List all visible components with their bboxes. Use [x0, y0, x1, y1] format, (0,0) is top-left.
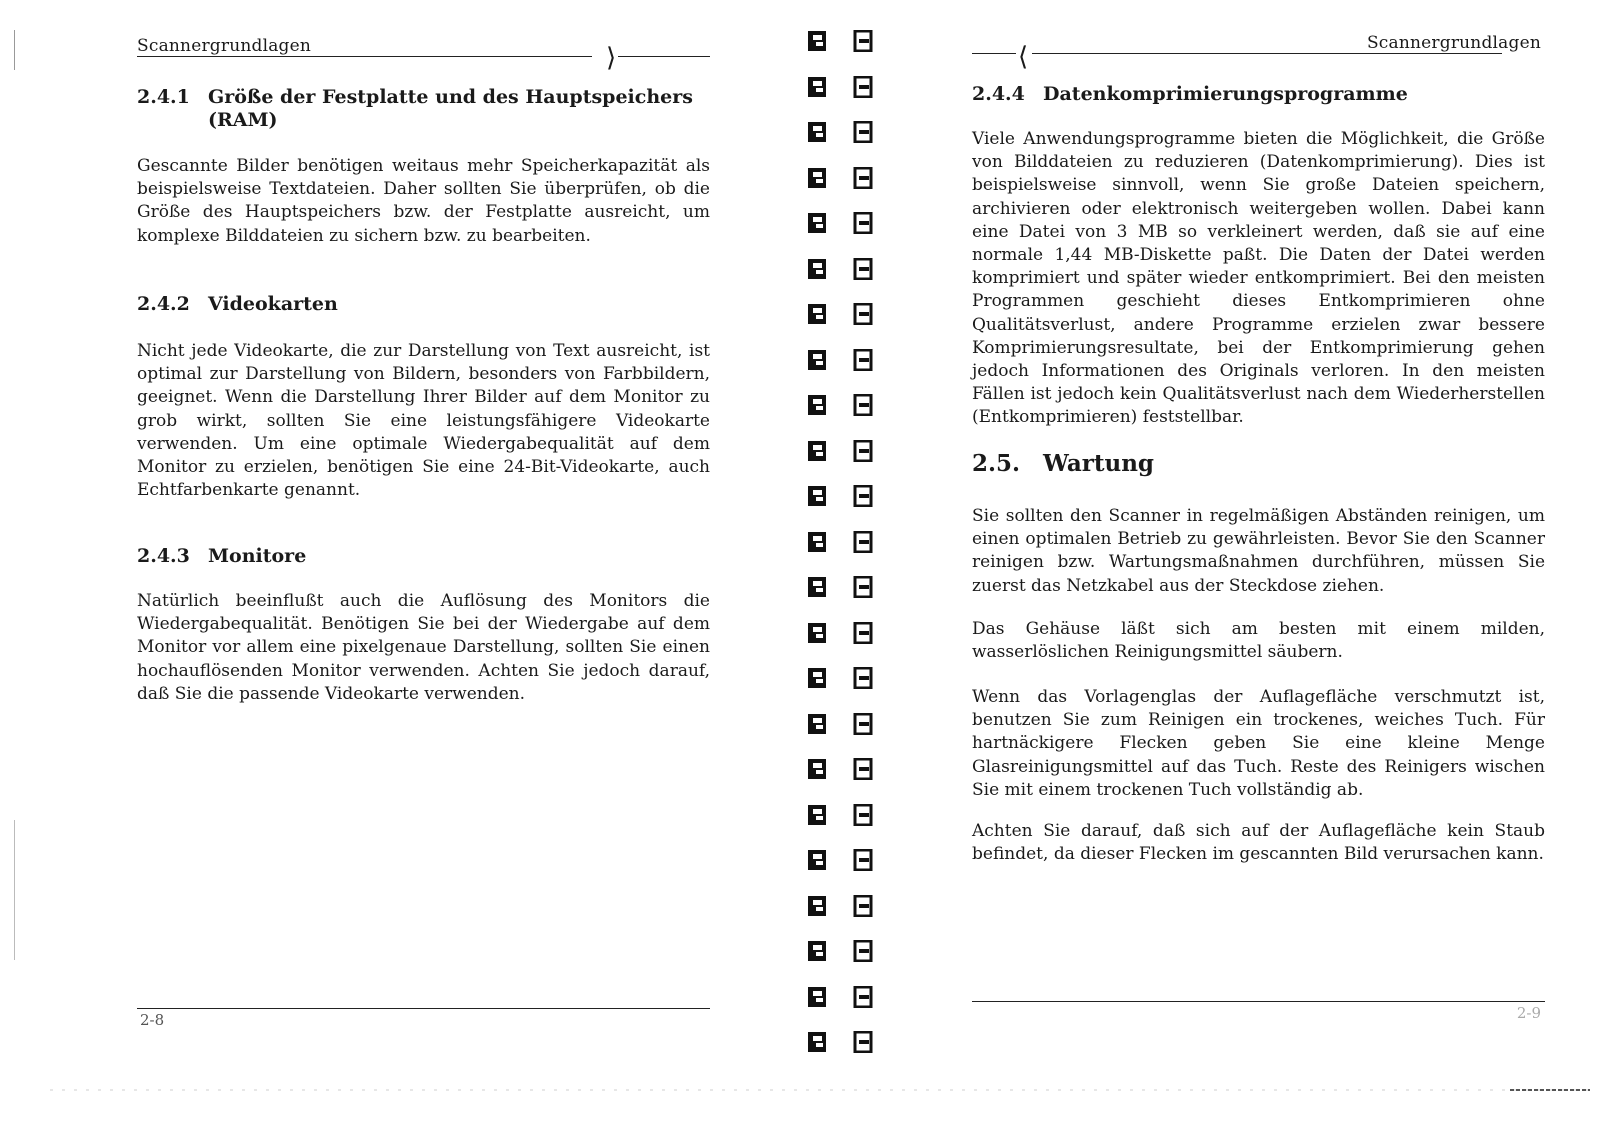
ring-clip-icon — [853, 986, 873, 1008]
ring-clip-icon — [853, 804, 873, 826]
section-title: Datenkomprimierungsprogramme — [1043, 83, 1408, 105]
ring-clip-icon — [853, 485, 873, 507]
ring-clip-icon — [853, 895, 873, 917]
header-bracket-icon: ⟩ — [606, 43, 617, 73]
binding-ring — [795, 665, 885, 693]
ring-clip-icon — [853, 258, 873, 280]
wartung-paragraph-2: Das Gehäuse läßt sich am besten mit einem milden, wasserlöslichen Reinigungsmittel säubern. — [972, 619, 1545, 663]
ring-clip-icon — [853, 667, 873, 689]
binding-ring — [795, 210, 885, 238]
footer-rule — [137, 1008, 710, 1009]
section-heading-2-4-4 — [972, 83, 1532, 106]
ring-hole-icon — [807, 895, 829, 917]
binding-ring — [795, 483, 885, 511]
scan-artifact-line — [50, 1088, 1590, 1092]
section-number: 2.4.2 — [137, 293, 190, 315]
ring-hole-icon — [807, 121, 829, 143]
ring-hole-icon — [807, 849, 829, 871]
ring-hole-icon — [807, 167, 829, 189]
binding-ring — [795, 301, 885, 329]
scan-margin-mark — [14, 820, 15, 960]
header-rule-end — [618, 56, 710, 57]
binding-ring — [795, 74, 885, 102]
ring-clip-icon — [853, 622, 873, 644]
ring-clip-icon — [853, 440, 873, 462]
ring-hole-icon — [807, 667, 829, 689]
ring-clip-icon — [853, 30, 873, 52]
ring-hole-icon — [807, 531, 829, 553]
section-title: Wartung — [1043, 450, 1155, 477]
binding-ring — [795, 574, 885, 602]
section-body-2-4-2: Nicht jede Videokarte, die zur Darstellung von Text ausreicht, ist optimal zur Darstellung von Bildern, besonders von Farbbildern, geeignet. Wenn die Darstellung Ihrer Bilder auf dem Monitor zu grob wirkt, sollten Sie eine leistungsfähigere Videokarte verwenden. Um eine optimale Wiedergabequalität auf dem Monitor zu erzielen, benötigen Sie eine 24-Bit-Videokarte, auch Echtfarbenkarte genannt. — [137, 341, 710, 501]
ring-clip-icon — [853, 531, 873, 553]
ring-hole-icon — [807, 804, 829, 826]
binding-ring — [795, 529, 885, 557]
ring-clip-icon — [853, 76, 873, 98]
header-rule — [1032, 53, 1502, 54]
header-rule — [137, 56, 592, 57]
page-number: 2-9 — [1516, 1004, 1541, 1022]
left-page — [0, 0, 740, 1136]
binding-ring — [795, 620, 885, 648]
binding-ring — [795, 984, 885, 1012]
section-body-2-4-1: Gescannte Bilder benötigen weitaus mehr Speicherkapazität als beispielsweise Textdateien. Daher sollten Sie überprüfen, ob die Größe des Hauptspeichers bzw. der Festplatte ausreicht, um komplexe Bilddateien zu sichern bzw. zu bearbeiten. — [137, 156, 710, 246]
binding-ring — [795, 28, 885, 56]
ring-hole-icon — [807, 303, 829, 325]
section-title: Größe der Festplatte und des Hauptspeichers (RAM) — [208, 86, 693, 131]
ring-hole-icon — [807, 76, 829, 98]
binding-ring — [795, 256, 885, 284]
binding-ring — [795, 893, 885, 921]
ring-clip-icon — [853, 303, 873, 325]
section-body-2-4-4: Viele Anwendungsprogramme bieten die Möglichkeit, die Größe von Bilddateien zu reduzieren (Datenkomprimierung). Dies ist beispielsweise sinnvoll, wenn Sie große Dateien speichern, archivieren oder elektronisch weitergeben wollen. Dabei kann eine Datei von 3 MB so verkleinert werden, daß sie auf eine normale 1,44 MB-Diskette paßt. Die Daten der Datei werden komprimiert und später wieder entkomprimiert. Bei den meisten Programmen geschieht dieses Entkomprimieren ohne Qualitätsverlust, andere Programme erzielen zwar bessere Komprimierungsresultate, bei der Entkomprimierung gehen jedoch Informationen des Originals verloren. In den meisten Fällen ist jedoch kein Qualitätsverlust nach dem Wiederherstellen (Entkomprimieren) feststellbar. — [972, 129, 1545, 428]
header-bracket-icon: ⟨ — [1018, 42, 1029, 72]
page-number: 2-8 — [140, 1011, 165, 1029]
ring-clip-icon — [853, 394, 873, 416]
section-number: 2.4.4 — [972, 83, 1025, 105]
running-header: Scannergrundlagen — [137, 36, 312, 56]
ring-clip-icon — [853, 576, 873, 598]
section-body-2-4-3: Natürlich beeinflußt auch die Auflösung des Monitors die Wiedergabequalität. Benötigen Sie bei der Wiedergabe auf dem Monitor vor allem eine pixelgenaue Darstellung, sollten Sie einen hochauflösenden Monitor verwenden. Achten Sie jedoch darauf, daß Sie die passende Videokarte verwenden. — [137, 591, 710, 704]
ring-hole-icon — [807, 713, 829, 735]
section-number: 2.4.1 — [137, 86, 190, 108]
ring-hole-icon — [807, 349, 829, 371]
section-title: Videokarten — [208, 293, 338, 315]
section-heading-2-5 — [972, 452, 1532, 475]
ring-hole-icon — [807, 758, 829, 780]
header-rule-start — [972, 53, 1016, 54]
binding-ring — [795, 711, 885, 739]
right-page — [960, 0, 1600, 1136]
wartung-paragraph-3: Wenn das Vorlagenglas der Auflagefläche verschmutzt ist, benutzen Sie zum Reinigen ein trockenes, weiches Tuch. Für hartnäckigere Flecken geben Sie eine kleine Menge Glasreinigungsmittel auf das Tuch. Reste des Reinigers wischen Sie mit einem trockenen Tuch vollständig ab. — [972, 687, 1545, 800]
section-heading-2-4-3 — [137, 545, 697, 568]
ring-hole-icon — [807, 485, 829, 507]
section-number: 2.5. — [972, 450, 1021, 477]
ring-hole-icon — [807, 440, 829, 462]
ring-hole-icon — [807, 986, 829, 1008]
ring-hole-icon — [807, 940, 829, 962]
binding-ring — [795, 392, 885, 420]
ring-clip-icon — [853, 349, 873, 371]
scan-margin-mark — [14, 30, 15, 70]
binding-ring — [795, 847, 885, 875]
binding-ring — [795, 347, 885, 375]
binding-ring — [795, 119, 885, 147]
ring-clip-icon — [853, 121, 873, 143]
ring-clip-icon — [853, 849, 873, 871]
ring-hole-icon — [807, 622, 829, 644]
section-heading-2-4-1 — [137, 86, 697, 132]
ring-hole-icon — [807, 212, 829, 234]
footer-rule — [972, 1001, 1545, 1002]
ring-hole-icon — [807, 394, 829, 416]
ring-hole-icon — [807, 258, 829, 280]
binding-ring — [795, 756, 885, 784]
wartung-paragraph-1: Sie sollten den Scanner in regelmäßigen Abständen reinigen, um einen optimalen Betrieb zu gewährleisten. Bevor Sie den Scanner reinigen bzw. Wartungsmaßnahmen durchführen, müssen Sie zuerst das Netzkabel aus der Steckdose ziehen. — [972, 506, 1545, 596]
section-title: Monitore — [208, 545, 307, 567]
binding-ring — [795, 1029, 885, 1057]
binding-ring — [795, 802, 885, 830]
wartung-paragraph-4: Achten Sie darauf, daß sich auf der Auflagefläche kein Staub befindet, da dieser Flecken im gescannten Bild verursachen kann. — [972, 821, 1545, 865]
ring-clip-icon — [853, 940, 873, 962]
binding-ring — [795, 438, 885, 466]
ring-hole-icon — [807, 576, 829, 598]
binding-ring — [795, 165, 885, 193]
ring-clip-icon — [853, 167, 873, 189]
section-number: 2.4.3 — [137, 545, 190, 567]
binding-ring — [795, 938, 885, 966]
section-heading-2-4-2 — [137, 293, 697, 316]
ring-clip-icon — [853, 713, 873, 735]
running-header: Scannergrundlagen — [1366, 33, 1541, 53]
ring-hole-icon — [807, 1031, 829, 1053]
ring-clip-icon — [853, 1031, 873, 1053]
spiral-binding — [795, 28, 885, 1068]
ring-clip-icon — [853, 212, 873, 234]
ring-clip-icon — [853, 758, 873, 780]
ring-hole-icon — [807, 30, 829, 52]
